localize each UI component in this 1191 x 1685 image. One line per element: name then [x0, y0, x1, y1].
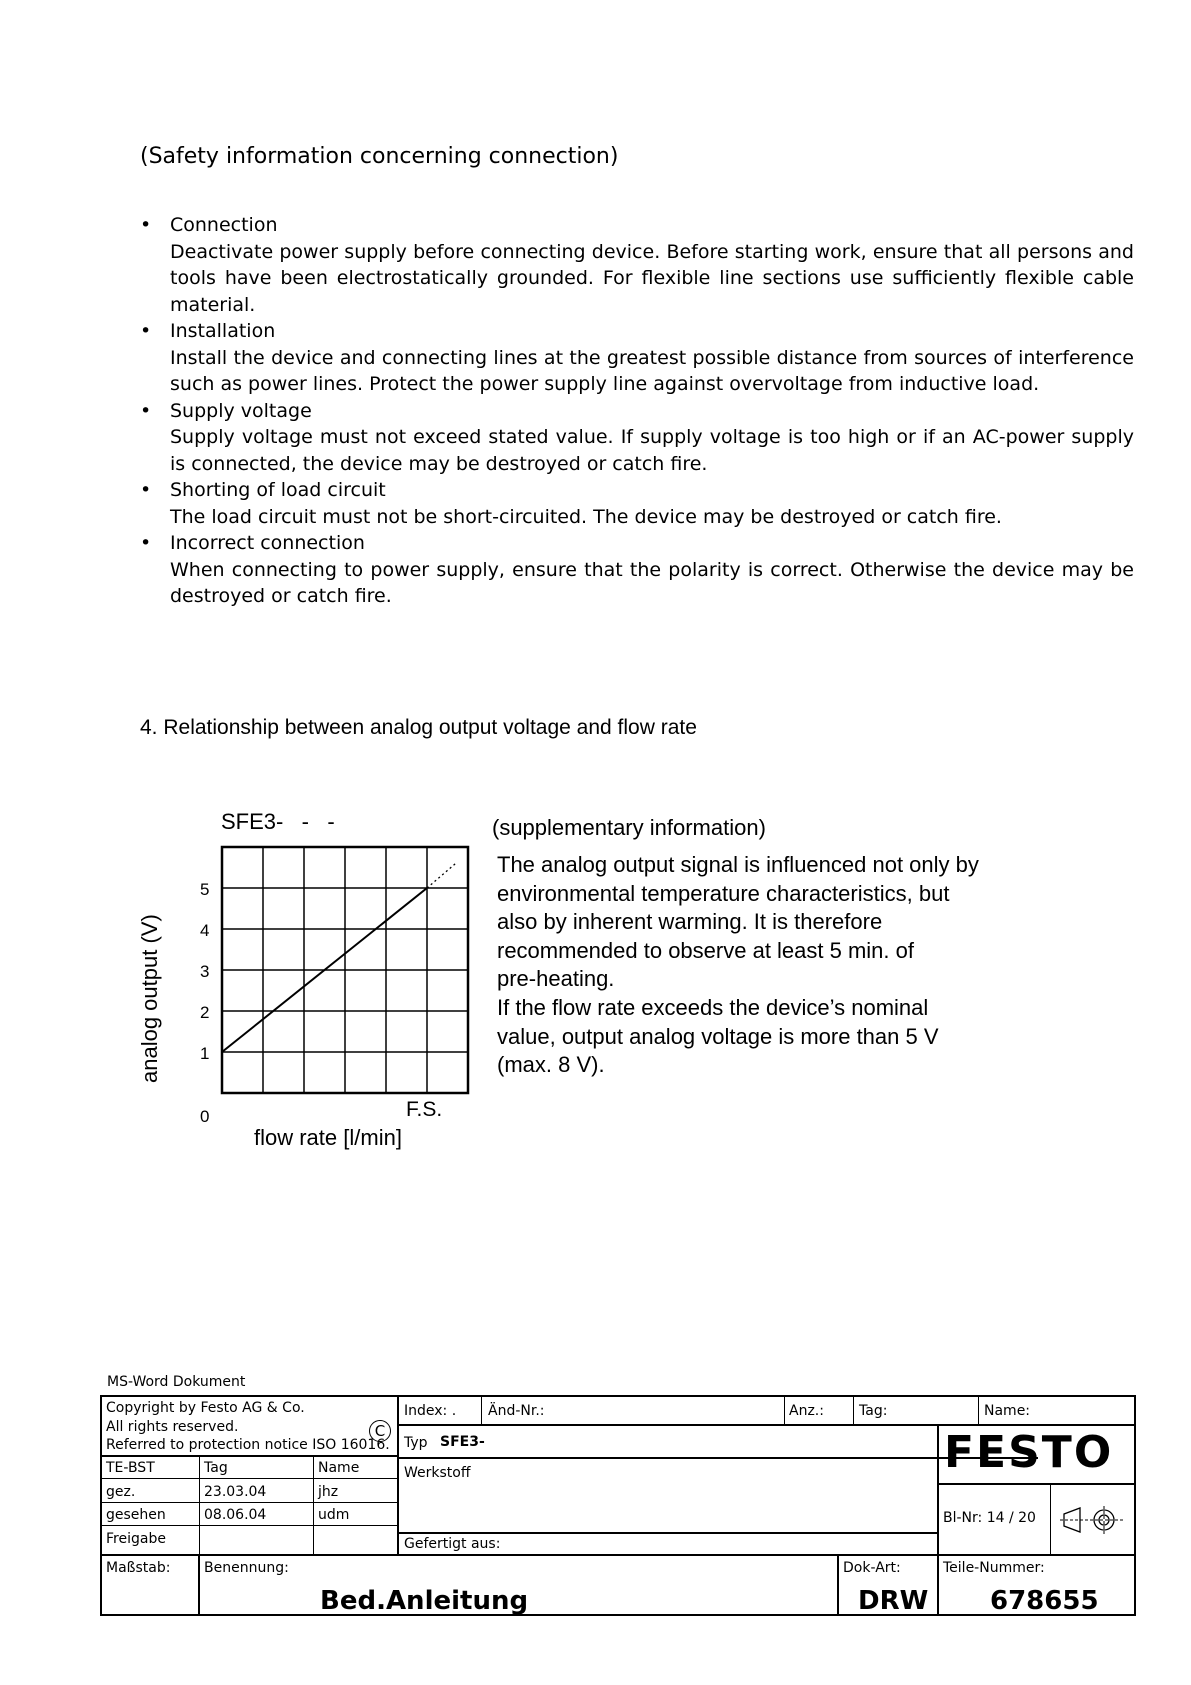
- item-text: When connecting to power supply, ensure that the polarity is correct. Otherwise the device may be destroyed or catch fire.: [170, 558, 1134, 607]
- safety-heading: (Safety information concerning connection): [140, 144, 619, 169]
- made-from-label: Gefertigt aus:: [404, 1536, 501, 1552]
- date-column-header: Tag: [204, 1460, 228, 1476]
- series-line-dotted: [427, 863, 456, 888]
- bullet: •: [140, 399, 152, 422]
- copyright-line-2: All rights reserved.: [106, 1419, 239, 1435]
- title-block: [100, 1395, 1136, 1616]
- name-column-header: Name: [318, 1460, 360, 1476]
- item-title: Installation: [170, 320, 276, 342]
- section-heading: 4. Relationship between analog output voltage and flow rate: [140, 716, 697, 739]
- text-line: The analog output signal is influenced not only by: [497, 852, 979, 877]
- department-label: TE-BST: [106, 1460, 155, 1476]
- designation-label: Benennung:: [204, 1560, 289, 1576]
- item-title: Connection: [170, 214, 278, 236]
- document-type-field-label: Dok-Art:: [843, 1560, 901, 1576]
- checked-date: 08.06.04: [204, 1507, 267, 1523]
- y-tick-label: 3: [200, 962, 210, 981]
- list-item: [140, 477, 1134, 530]
- drawn-date: 23.03.04: [204, 1484, 267, 1500]
- copyright-line-1: Copyright by Festo AG & Co.: [106, 1400, 305, 1416]
- supplementary-title: (supplementary information): [492, 815, 766, 840]
- y-tick-label: 1: [200, 1044, 210, 1063]
- chart-series: [222, 863, 456, 1052]
- quantity-label: Anz.:: [789, 1403, 824, 1419]
- item-text: The load circuit must not be short-circuited. The device may be destroyed or catch fire.: [170, 505, 1002, 528]
- text-line: value, output analog voltage is more than 5 V: [497, 1023, 939, 1049]
- index-label: Index: .: [404, 1403, 457, 1419]
- item-title: Shorting of load circuit: [170, 479, 386, 501]
- checked-label: gesehen: [106, 1507, 166, 1523]
- day-label: Tag:: [859, 1403, 888, 1419]
- bullet: •: [140, 532, 152, 554]
- drawn-label: gez.: [106, 1484, 136, 1500]
- chart-labels: [137, 809, 442, 1150]
- list-item: [140, 530, 1134, 610]
- item-title: Incorrect connection: [170, 532, 365, 554]
- bullet: •: [140, 320, 152, 342]
- supplementary-text: [497, 851, 1057, 1080]
- item-text: Supply voltage must not exceed stated value. If supply voltage is too high or if an AC-power supply is connected, the device may be destroyed or catch fire.: [170, 426, 1134, 475]
- list-item: [140, 398, 1134, 478]
- y-tick-label: 4: [200, 921, 210, 940]
- y-tick-label: 2: [200, 1003, 210, 1022]
- change-number-label: Änd-Nr.:: [488, 1403, 545, 1419]
- item-title: Supply voltage: [170, 399, 312, 422]
- text-line: pre-heating.: [497, 966, 615, 992]
- item-text: Install the device and connecting lines at the greatest possible distance from sources of interference such as power lines. Protect the power supply line against overvoltage from inductive load.: [170, 346, 1134, 395]
- sheet-number: Bl-Nr: 14 / 20: [943, 1510, 1036, 1526]
- list-item: [140, 318, 1134, 398]
- scale-label: Maßstab:: [106, 1560, 171, 1576]
- checked-name: udm: [318, 1507, 350, 1523]
- x-tick-label-fs: F.S.: [406, 1098, 443, 1121]
- chart-title: SFE3- - -: [221, 809, 335, 834]
- copyright-icon: C: [369, 1420, 391, 1442]
- text-line: environmental temperature characteristics, but: [497, 880, 950, 906]
- document-type-label: MS-Word Dokument: [107, 1374, 246, 1390]
- x-axis-label: flow rate [l/min]: [254, 1125, 402, 1150]
- release-label: Freigabe: [106, 1531, 166, 1547]
- drawn-name: jhz: [318, 1484, 339, 1500]
- type-value: SFE3-: [440, 1434, 485, 1450]
- bullet: •: [140, 214, 152, 236]
- bullet: •: [140, 479, 152, 501]
- material-label: Werkstoff: [404, 1465, 471, 1481]
- output-voltage-chart: [125, 800, 470, 1160]
- festo-logo: FESTO: [944, 1427, 1114, 1478]
- designation-value: Bed.Anleitung: [320, 1586, 529, 1616]
- safety-list: [140, 212, 1134, 610]
- projection-symbol-icon: [1058, 1502, 1126, 1538]
- y-tick-label: 0: [200, 1107, 210, 1126]
- copyright-line-3: Referred to protection notice ISO 16016.: [106, 1437, 390, 1453]
- item-text: Deactivate power supply before connecting device. Before starting work, ensure that all persons and tools have been electrostatically grounded. For flexible line sections use sufficiently flexible cable material.: [170, 240, 1134, 316]
- part-number-label: Teile-Nummer:: [943, 1560, 1045, 1576]
- y-tick-label: 5: [200, 880, 210, 899]
- document-type-value: DRW: [858, 1586, 929, 1616]
- text-line: recommended to observe at least 5 min. of: [497, 937, 914, 963]
- part-number-value: 678655: [990, 1586, 1099, 1616]
- list-item: [140, 212, 1134, 318]
- text-line: (max. 8 V).: [497, 1052, 605, 1078]
- text-line: also by inherent warming. It is therefore: [497, 909, 883, 935]
- type-label: Typ: [404, 1435, 428, 1451]
- text-line: If the flow rate exceeds the device’s nominal: [497, 994, 929, 1020]
- name-label: Name:: [984, 1403, 1031, 1419]
- y-axis-label: analog output (V): [137, 914, 162, 1083]
